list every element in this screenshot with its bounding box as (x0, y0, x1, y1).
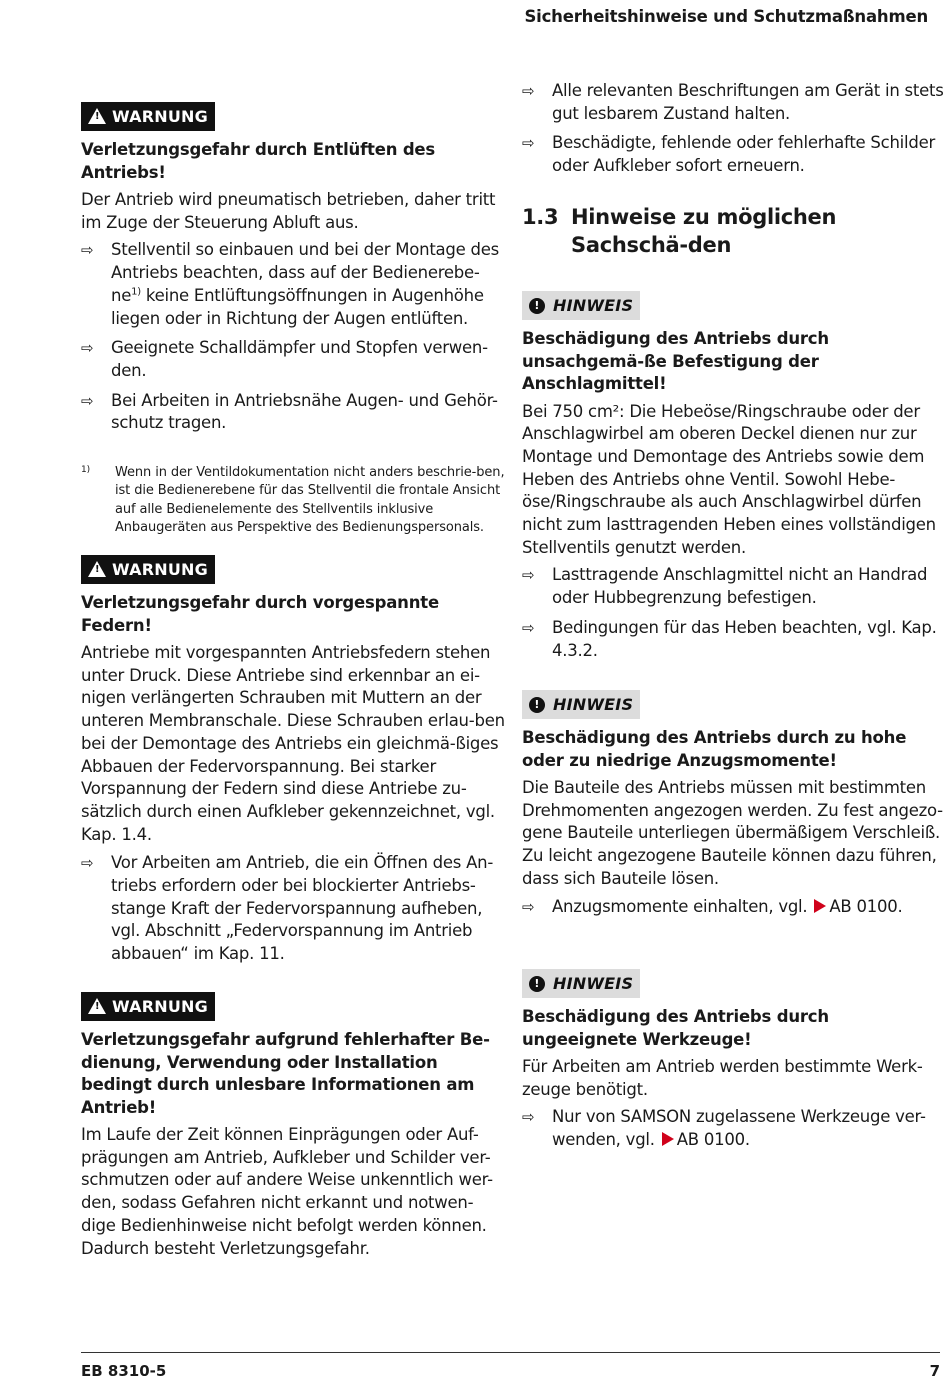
bullet-item: ⇨ Bedingungen für das Heben beachten, vgl. Kap. 4.3.2. (522, 617, 937, 660)
warning-heading: Verletzungsgefahr durch vorgespannte Federn! (81, 593, 439, 635)
warning-badge: ! WARNUNG (81, 555, 215, 584)
warning-block-labels (81, 992, 505, 1260)
bullet-item: ⇨ Anzugsmomente einhalten, vgl. AB 0100. (522, 896, 946, 919)
section-number: 1.3 (522, 205, 559, 229)
bullet-item: ⇨ Lasttragende Anschlagmittel nicht an Handrad oder Hubbegrenzung befestigen. (522, 565, 928, 608)
exclamation-circle-icon: ! (529, 697, 545, 713)
exclamation-circle-icon: ! (529, 976, 545, 992)
warning-heading: Verletzungsgefahr aufgrund fehlerhafter Be-dienung, Verwendung oder Installation bedingt durch unlesbare Informationen am Antrieb! (81, 1030, 490, 1117)
warning-block-springs (81, 555, 505, 966)
warning-block-venting (81, 102, 505, 537)
bullet-item: ⇨ Bei Arbeiten in Antriebsnähe Augen- und Gehör-schutz tragen. (81, 390, 498, 433)
notice-badge: ! HINWEIS (522, 969, 640, 998)
notice-text: Bei 750 cm²: Die Hebeöse/Ringschraube oder der Anschlagwirbel am oberen Deckel dienen nur zur Montage und Demontage des Antriebs sowie dem Heben des Antriebs ohne Ventil. Sowohl Hebe-öse/Ringschraube als auch Anschlagwirbel dürfen nicht zum lasttragenden Heben eines vollständigen Stellventils genutzt werden. (522, 401, 936, 557)
notice-heading: Beschädigung des Antriebs durch zu hohe oder zu niedrige Anzugsmomente! (522, 728, 907, 770)
arrow-right-icon: ⇨ (522, 82, 535, 100)
footer-divider (81, 1352, 940, 1353)
bullet-item: ⇨ Vor Arbeiten am Antrieb, die ein Öffnen des An-triebs erfordern oder bei blockierter Antriebs-stange Kraft der Federvorspannung aufheben, vgl. Abschnitt „Federvorspannung im Antrieb abbauen“ im Kap. 11. (81, 853, 494, 964)
bullet-item: ⇨ Alle relevanten Beschriftungen am Gerät in stets gut lesbarem Zustand halten. (522, 81, 944, 123)
bullet-item: ⇨ Stellventil so einbauen und bei der Montage des Antriebs beachten, dass auf der Bedienerebe-$ne^{1)}$ keine Entlüftungsöffnungen in Augenhöhe liegen oder in Richtung der Augen entlüften. (81, 240, 499, 328)
warning-triangle-icon (88, 108, 106, 124)
bullet-item: ⇨ Geeignete Schalldämpfer und Stopfen verwen-den. (81, 338, 488, 380)
warning-heading: Verletzungsgefahr durch Entlüften des Antriebs! (81, 140, 436, 182)
arrow-right-icon: ⇨ (522, 566, 535, 585)
arrow-right-icon: ⇨ (81, 854, 94, 873)
arrow-right-icon: ⇨ (81, 391, 94, 410)
arrow-right-icon: ⇨ (522, 897, 535, 916)
section-heading (522, 203, 946, 259)
running-header: Sicherheitshinweise und Schutzmaßnahmen (524, 7, 928, 26)
warning-text: Im Laufe der Zeit können Einprägungen oder Auf-prägungen am Antrieb, Aufkleber und Schilder ver-schmutzen oder auf andere Weise unkenntlich wer-den, sodass Gefahren nicht erkannt und notwen-dige Bedienhinweise nicht befolgt werden können. Dadurch besteht Verletzungsgefahr. (81, 1125, 493, 1258)
arrow-right-icon: ⇨ (81, 339, 94, 358)
warning-badge: ! WARNUNG (81, 102, 215, 131)
document-number: EB 8310-5 (81, 1362, 167, 1380)
warning-badge: ! WARNUNG (81, 992, 215, 1021)
notice-badge: ! HINWEIS (522, 291, 640, 320)
warning-text: Antriebe mit vorgespannten Antriebsfedern stehen unter Druck. Diese Antriebe sind erkennbar an ei-nigen verlängerten Schrauben mit Muttern an der unteren Membranschale. Diese Schrauben erlau-ben bei der Demontage des Antriebs ein gleichmä-ßiges Abbauen der Federvorspannung. Bei starker Vorspannung der Federn sind diese Antriebe zu-sätzlich durch einen Aufkleber gekennzeichnet, vgl. Kap. 1.4. (81, 643, 505, 844)
arrow-right-icon: ⇨ (522, 134, 535, 153)
notice-block-tools (522, 969, 946, 1152)
warning-triangle-icon (88, 561, 106, 577)
reference-link[interactable]: AB 0100. (676, 1130, 750, 1150)
arrow-right-icon: ⇨ (81, 241, 94, 260)
bullet-item: ⇨ Nur von SAMSON zugelassene Werkzeuge ver-wenden, vgl. AB 0100. (522, 1107, 926, 1150)
reference-arrow-icon (662, 1132, 674, 1146)
notice-heading: Beschädigung des Antriebs durch unsachgemä-ße Befestigung der Anschlagmittel! (522, 329, 829, 393)
notice-text: Die Bauteile des Antriebs müssen mit bestimmten Drehmomenten angezogen werden. Zu fest angezo-gene Bauteile unterliegen übermäßigem Verschleiß. Zu leicht angezogene Bauteile können dazu führen, dass sich Bauteile lösen. (522, 778, 943, 888)
footnote: 1) Wenn in der Ventildokumentation nicht anders beschrie-ben, ist die Bedienerebene für das Stellventil die frontale Ansicht auf alle Bedienelemente des Stellventils inklusive Anbaugeräten aus Perspektive des Bedienungspersonals. (81, 465, 505, 535)
notice-badge: ! HINWEIS (522, 690, 640, 719)
reference-link[interactable]: AB 0100. (829, 896, 903, 916)
page-number: 7 (929, 1362, 940, 1380)
exclamation-circle-icon: ! (529, 298, 545, 314)
warning-text: Der Antrieb wird pneumatisch betrieben, daher tritt im Zuge der Steuerung Abluft aus. (81, 190, 496, 232)
section-title: Hinweise zu möglichen Sachschä-den (571, 205, 837, 257)
notice-block-lifting (522, 291, 946, 662)
footnote-ref: 1) (131, 286, 141, 298)
arrow-right-icon: ⇨ (522, 1108, 535, 1127)
continued-bullets (522, 80, 946, 178)
bullet-item: ⇨ Beschädigte, fehlende oder fehlerhafte Schilder oder Aufkleber sofort erneuern. (522, 133, 936, 176)
notice-heading: Beschädigung des Antriebs durch ungeeignete Werkzeuge! (522, 1007, 829, 1049)
notice-block-torque (522, 690, 946, 918)
warning-triangle-icon (88, 998, 106, 1014)
notice-text: Für Arbeiten am Antrieb werden bestimmte Werk-zeuge benötigt. (522, 1057, 923, 1099)
reference-arrow-icon (814, 899, 826, 913)
arrow-right-icon: ⇨ (522, 618, 535, 637)
